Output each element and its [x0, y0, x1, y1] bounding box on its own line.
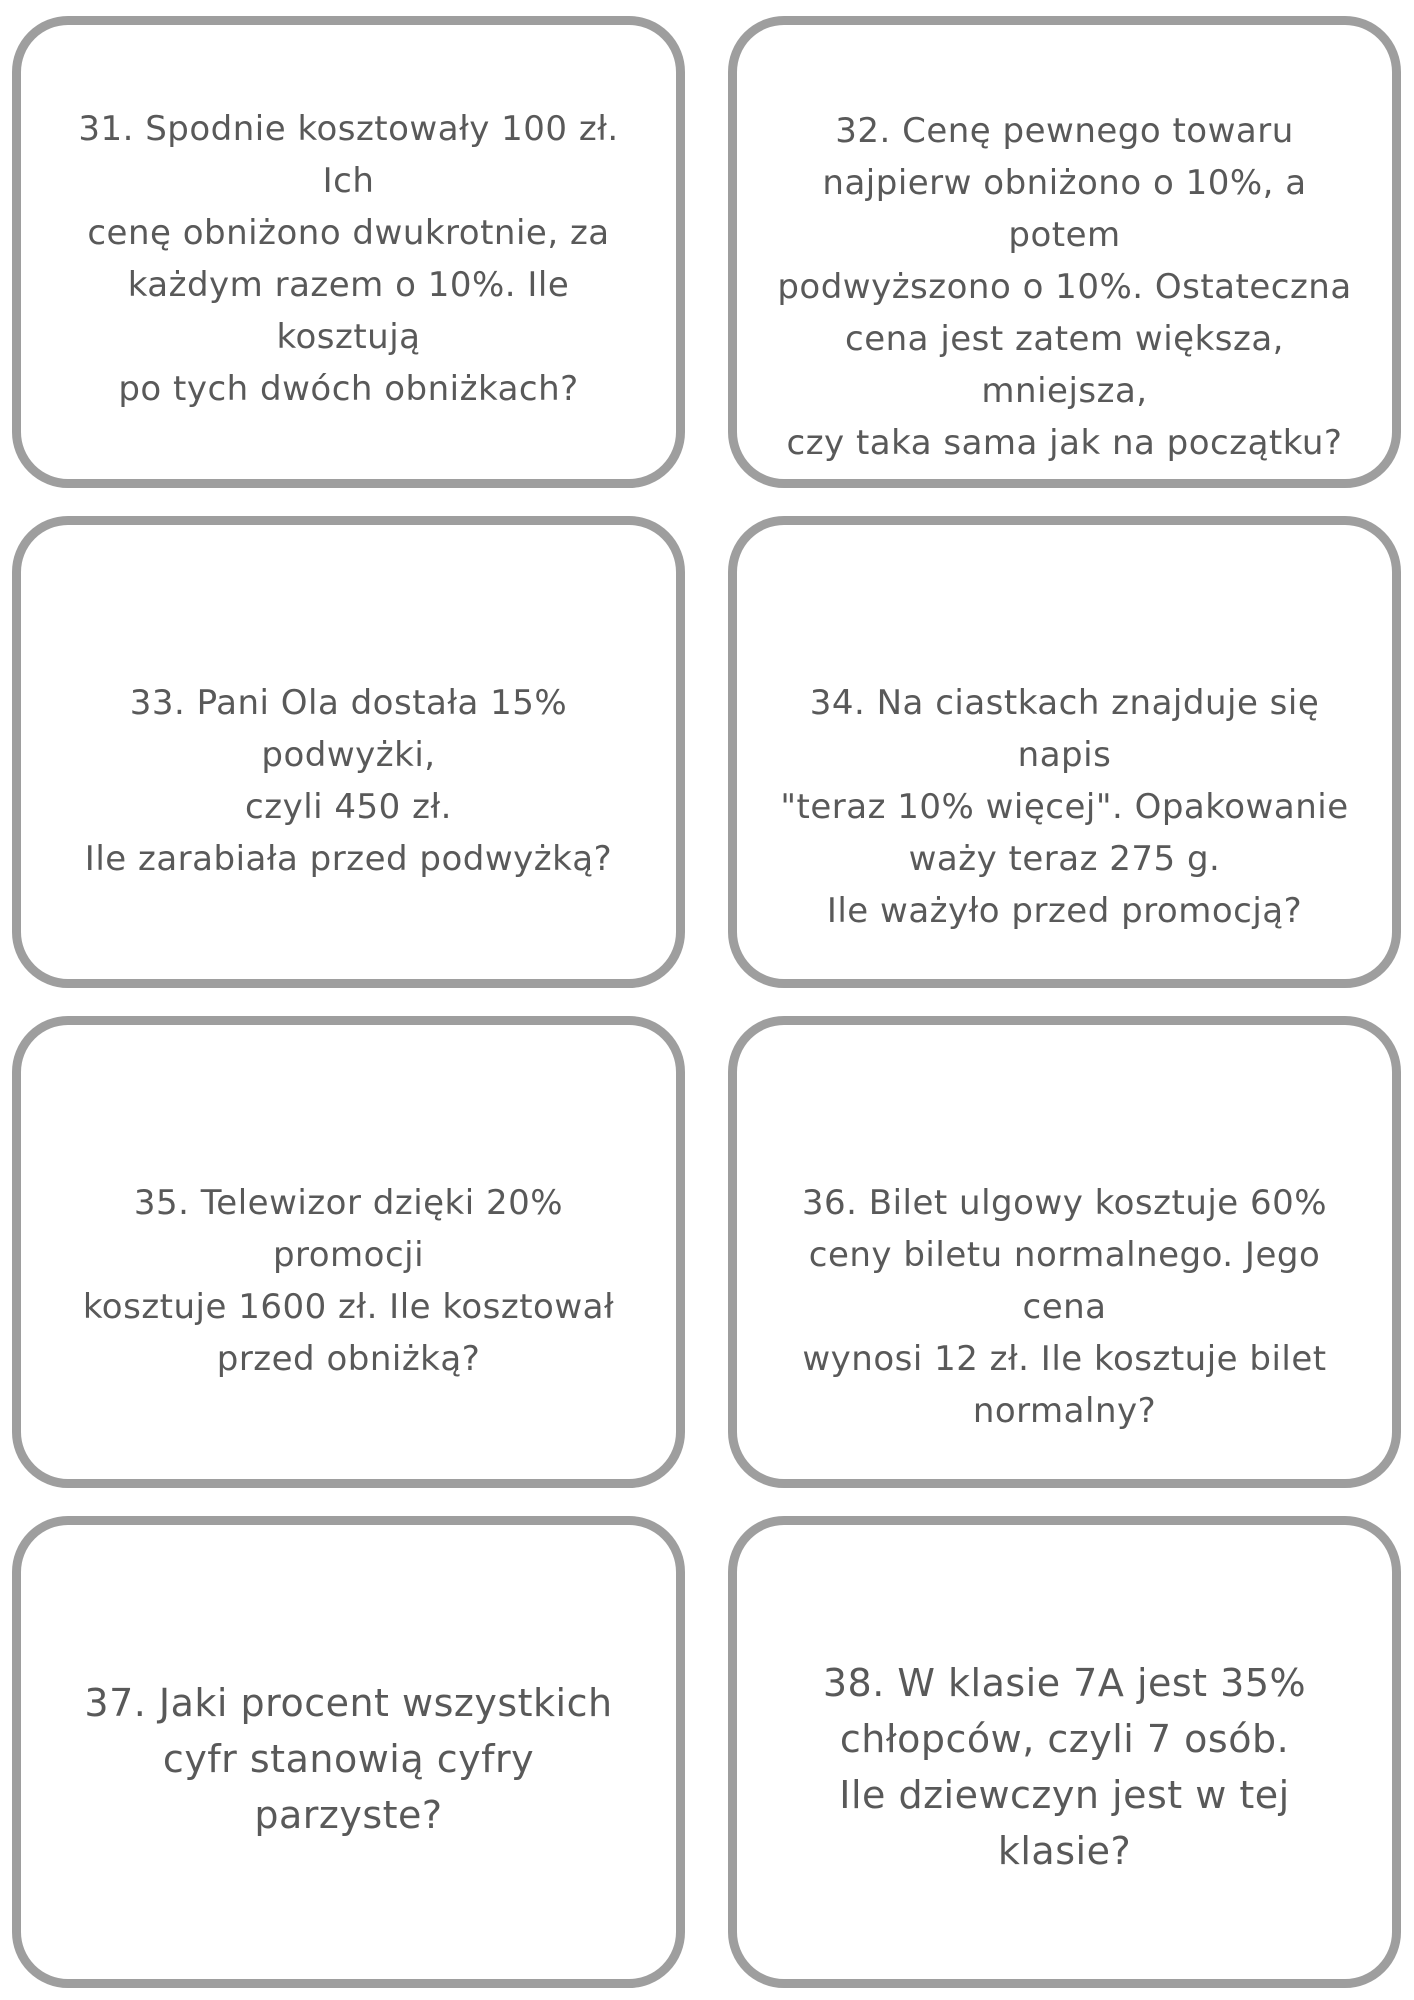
task-card-37: [12, 1516, 685, 1988]
task-card-35: [12, 1016, 685, 1488]
task-card-34: [728, 516, 1401, 988]
task-text-32: 32. Cenę pewnego towaru najpierw obniżono o 10%, a potem podwyższono o 10%. Ostateczna cena jest zatem większa, mniejsza, czy taka sama jak na początku?: [777, 111, 1352, 463]
task-card-33: [12, 516, 685, 988]
task-text-36: 36. Bilet ulgowy kosztuje 60% ceny biletu normalnego. Jego cena wynosi 12 zł. Ile kosztuje bilet normalny?: [801, 1183, 1328, 1431]
task-card-36: [728, 1016, 1401, 1488]
task-card-38: [728, 1516, 1401, 1988]
task-text-38: 38. W klasie 7A jest 35% chłopców, czyli 7 osób. Ile dziewczyn jest w tej klasie?: [822, 1661, 1307, 1873]
task-text-31: 31. Spodnie kosztowały 100 zł. Ich cenę obniżono dwukrotnie, za każdym razem o 10%. Ile kosztują po tych dwóch obniżkach?: [78, 109, 619, 409]
task-card-31: [12, 16, 685, 488]
task-card-32: [728, 16, 1401, 488]
task-text-35: 35. Telewizor dzięki 20% promocji kosztuje 1600 zł. Ile kosztował przed obniżką?: [82, 1183, 615, 1379]
task-text-34: 34. Na ciastkach znajduje się napis "teraz 10% więcej". Opakowanie waży teraz 275 g. Ile ważyło przed promocją?: [780, 683, 1349, 931]
task-text-37: 37. Jaki procent wszystkich cyfr stanowią cyfry parzyste?: [84, 1681, 613, 1837]
task-text-33: 33. Pani Ola dostała 15% podwyżki, czyli 450 zł. Ile zarabiała przed podwyżką?: [84, 683, 613, 879]
